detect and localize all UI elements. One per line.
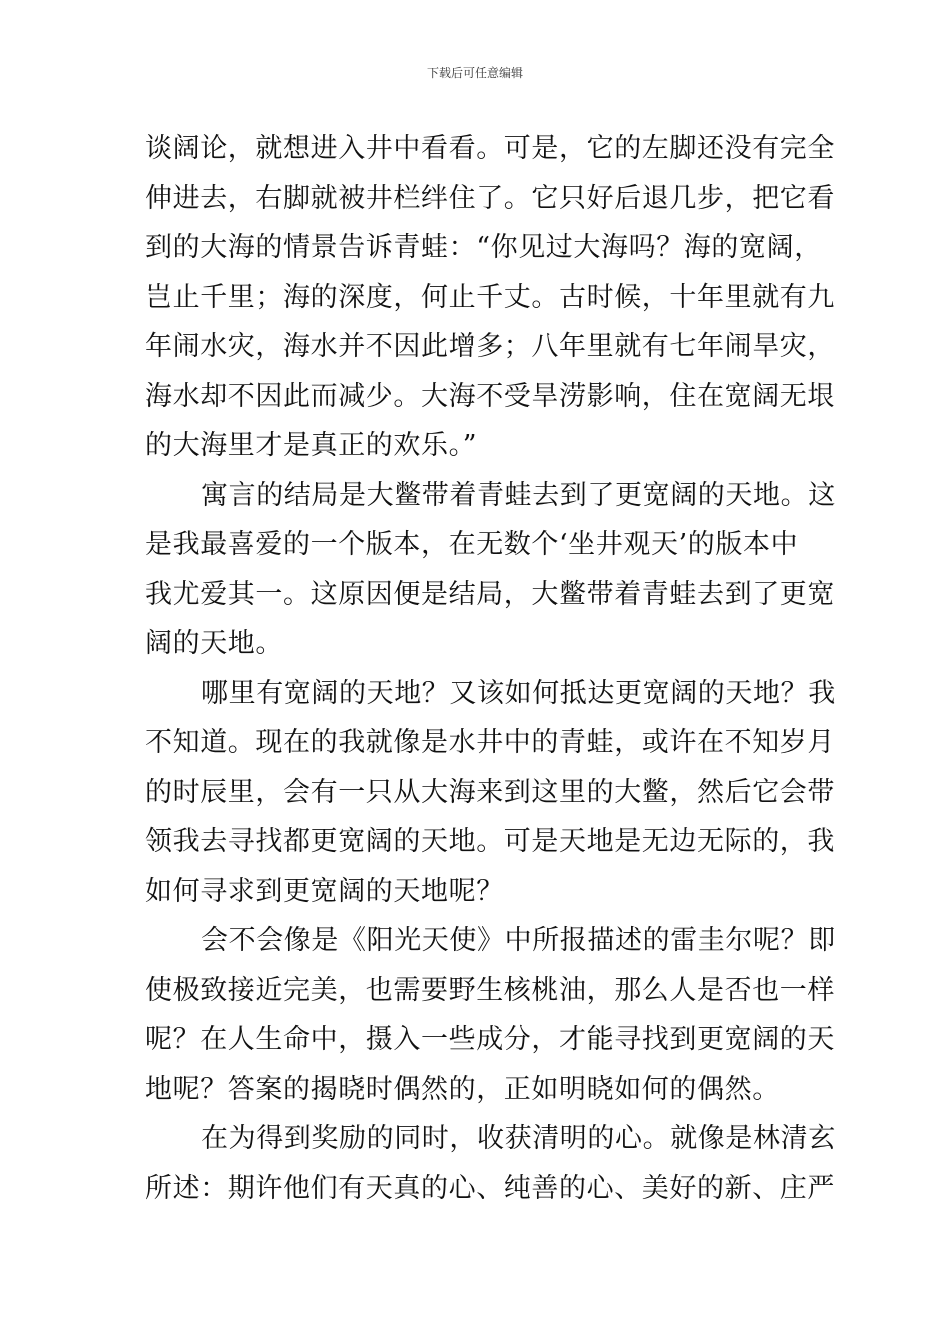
page-header: 下载后可任意编辑: [426, 66, 523, 80]
paragraph-start-line: 在为得到奖励的同时，收获清明的心。就像是林清玄: [201, 1123, 836, 1154]
text-line: 地呢？答案的揭晓时偶然的，正如明晓如何的偶然。: [145, 1073, 780, 1105]
text-line: 不知道。现在的我就像是水井中的青蛙，或许在不知岁月: [145, 727, 835, 758]
text-line: 海水却不因此而减少。大海不受旱涝影响，住在宽阔无垠: [145, 380, 835, 412]
text-line: 的时辰里，会有一只从大海来到这里的大鳖，然后它会带: [145, 776, 835, 808]
text-line: 岂止千里；海的深度，何止千丈。古时候，十年里就有九: [145, 281, 835, 313]
text-line: 谈阔论，就想进入井中看看。可是，它的左脚还没有完全: [145, 133, 835, 164]
text-line: 是我最喜爱的一个版本，在无数个‘坐井观天’的版本中: [145, 529, 799, 560]
paragraph-start-line: 会不会像是《阳光天使》中所报描述的雷圭尔呢？即: [201, 925, 836, 956]
text-line: 阔的天地。: [145, 628, 283, 659]
text-line: 的大海里才是真正的欢乐。”: [145, 430, 478, 461]
text-line: 如何寻求到更宽阔的天地呢？: [145, 875, 504, 907]
text-line: 所述：期许他们有天真的心、纯善的心、美好的新、庄严: [145, 1172, 835, 1204]
body-text: [145, 124, 836, 1213]
text-line: 使极致接近完美，也需要野生核桃油，那么人是否也一样: [145, 974, 835, 1006]
text-line: 我尤爱其一。这原因便是结局，大鳖带着青蛙去到了更宽: [145, 578, 835, 610]
text-line: 呢？在人生命中，摄入一些成分，才能寻找到更宽阔的天: [145, 1024, 835, 1055]
text-line: 领我去寻找都更宽阔的天地。可是天地是无边无际的，我: [145, 826, 835, 857]
text-line: 年闹水灾，海水并不因此增多；八年里就有七年闹旱灾，: [145, 331, 835, 362]
paragraph-start-line: 寓言的结局是大鳖带着青蛙去到了更宽阔的天地。这: [201, 479, 836, 511]
text-line: 到的大海的情景告诉青蛙：“你见过大海吗？海的宽阔，: [145, 232, 822, 263]
text-line: 伸进去，右脚就被井栏绊住了。它只好后退几步，把它看: [145, 182, 835, 214]
paragraph-start-line: 哪里有宽阔的天地？又该如何抵达更宽阔的天地？我: [201, 677, 836, 709]
